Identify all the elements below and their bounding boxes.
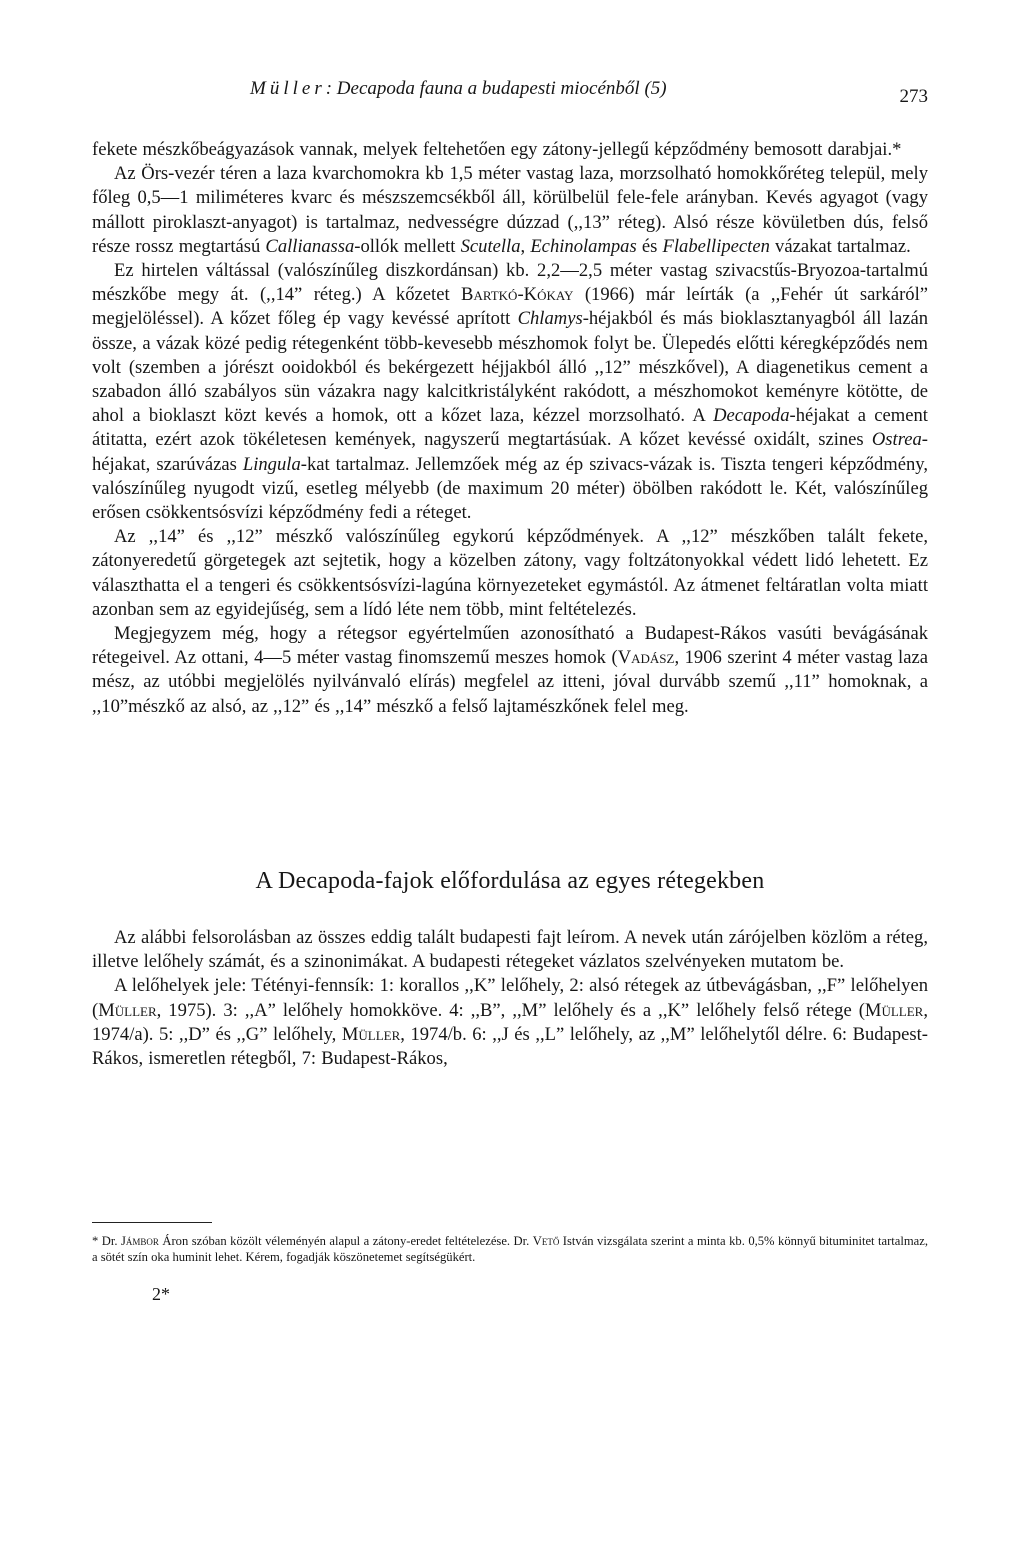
- section-paragraph-1: Az alábbi felsorolásban az összes eddig talált budapesti fajt leírom. A nevek után zárójelben közlöm a réteg, illetve lelőhely számát, és a szinonimákat. A budapesti rétegeket vázlatos szelvényeken mutatom be.: [92, 927, 928, 973]
- author-bartko-kokay: Bartkó-Kókay: [461, 284, 574, 306]
- body-text: [92, 138, 928, 719]
- section-paragraph-2: A lelőhelyek jele: Tétényi-fennsík: 1: korallos ,,K” lelőhely, 2: alsó rétegek az útbevágásban, ,,F” lelőhelyen (Müller, 1975). 3: ,,A” lelőhely homokköve. 4: ,,B”, ,,M” lelőhely és a ,,K” lelőhely felső rétege (Müller, 1974/a). 5: ,,D” és ,,G” lelőhely, Müller, 1974/b. 6: ,,J és ,,L” lelőhely, az ,,M” lelőhelytől délre. 6: Budapest-Rákos, ismeretlen rétegből, 7: Budapest-Rákos,: [92, 975, 928, 1070]
- page-number: 273: [899, 86, 928, 107]
- paragraph-5: Megjegyzem még, hogy a rétegsor egyértelműen azonosítható a Budapest-Rákos vasúti bevágásának rétegeivel. Az ottani, 4—5 méter vastag finomszemű meszes homok (Vadász, 1906 szerint 4 méter vastag laza mész, az utóbbi megjelölés nyilvánvaló elírás) megfelel az itteni, jóval durvább szemű ,,11” homoknak, a ,,10”mészkő az alsó, az ,,12” és ,,14” mészkő a felső lajtamészkőnek felel meg.: [92, 623, 928, 717]
- header-title: : Decapoda fauna a budapesti miocénből (5): [325, 78, 667, 99]
- paragraph-4: Az ,,14” és ,,12” mészkő valószínűleg egykorú képződmények. A ,,12” mészkőben talált fekete, zátonyeredetű görgetegek azt sejtetik, hogy a közelben zátony, vagy foltzátonyokkal védett lidó lehetett. Ez választhatta el a tengeri és csökkentsósvízi-lagúna környezeteket egymástól. Az átmenet feltáratlan volta miatt azonban sem az egyidejűség, sem a lídó léte nem több, mint feltételezés.: [92, 526, 928, 620]
- author-vadasz: Vadász: [617, 647, 675, 669]
- footnote-divider: [92, 1222, 212, 1223]
- author-muller: Müller: [98, 999, 157, 1021]
- taxon-scutella: Scutella: [460, 235, 521, 257]
- taxon-lingula: Lingula: [242, 453, 301, 475]
- taxon-decapoda: Decapoda: [713, 405, 790, 427]
- paragraph-2: Az Örs-vezér téren a laza kvarchomokra kb 1,5 méter vastag laza, morzsolható homokkőréteg települ, mely főleg 0,5—1 miliméteres kvarc és mészszemcsékből áll, körülbelül fele-fele arányban. Kevés agyagot (vagy mállott piroklaszt-anyagot) is tartalmaz, nedvességre dúzzad (,,13” réteg). Alsó része kövületben dús, felső része rossz megtartású Callianassa-ollók mellett Scutella, Echinolampas és Flabellipecten vázakat tartalmaz.: [92, 163, 928, 257]
- author-muller: Müller: [341, 1023, 401, 1045]
- taxon-chlamys: Chlamys: [517, 308, 583, 330]
- paragraph-1: fekete mészkőbeágyazások vannak, melyek feltehetően egy zátony-jellegű képződmény bemosott darabjai.*: [92, 139, 902, 160]
- journal-page: [92, 0, 928, 1552]
- section-heading: A Decapoda-fajok előfordulása az egyes rétegekben: [255, 868, 765, 894]
- taxon-echinolampas: Echinolampas: [530, 235, 637, 257]
- running-header: [92, 78, 928, 118]
- paragraph-3: Ez hirtelen váltással (valószínűleg diszkordánsan) kb. 2,2—2,5 méter vastag szivacstűs-Bryozoa-tartalmú mészkőbe megy át. (,,14” réteg.) A kőzetet Bartkó-Kókay (1966) már leírták (a ,,Fehér út sarkáról” megjelöléssel). A kőzet főleg ép vagy kevéssé aprított Chlamys-héjakból és más bioklasztanyagból áll lazán össze, a vázak közé pedig rétegenként több-kevesebb mészhomok folyt be. Ülepedés előtti kéregképződés nem volt (szemben a jórészt ooidokból és bekérgezett héjjakból álló ,,12” mészkővel), A diagenetikus cement a szabadon álló szabályos sün vázakra nagy kalcitkristályként rakódott, a mészhomokot keményre kötötte, de ahol a bioklaszt közt kevés a homok, ott a kőzet laza, kézzel morzsolható. A Decapoda-héjakat a cement átitatta, ezért azok tökéletesen kemények, nagyszerű megtartásúak. A kőzet kevéssé oxidált, szines Ostrea-héjakat, szarúvázas Lingula-kat tartalmaz. Jellemzőek még az ép szivacs-vázak is. Tiszta tengeri képződmény, valószínűleg nyugodt vizű, esetleg mélyebb (de maximum 20 méter) öbölben rakódott le. Két, valószínűleg erősen csökkentsósvízi képződmény fedi a réteget.: [92, 260, 929, 524]
- footnote-name-jambor: Jámbor: [120, 1234, 159, 1248]
- signature-mark: 2*: [152, 1284, 170, 1304]
- footnote: * Dr. Jámbor Áron szóban közölt véleményén alapul a zátony-eredet feltételezése. Dr. Vető István vizsgálata szerint a minta kb. 0,5% könnyű bituminitet tartalmaz, a sötét szín oka huminit lehet. Kérem, fogadják köszönetemet segítségükért.: [92, 1234, 928, 1264]
- taxon-callianassa: Callianassa: [265, 235, 355, 257]
- author-muller: Müller: [864, 999, 924, 1021]
- header-author: Müller: [250, 78, 326, 99]
- footnote-name-veto: Vető: [532, 1234, 560, 1248]
- taxon-ostrea: Ostrea: [871, 429, 922, 451]
- section-text: [92, 926, 928, 1071]
- running-title: [250, 78, 667, 100]
- taxon-flabellipecten: Flabellipecten: [662, 235, 770, 257]
